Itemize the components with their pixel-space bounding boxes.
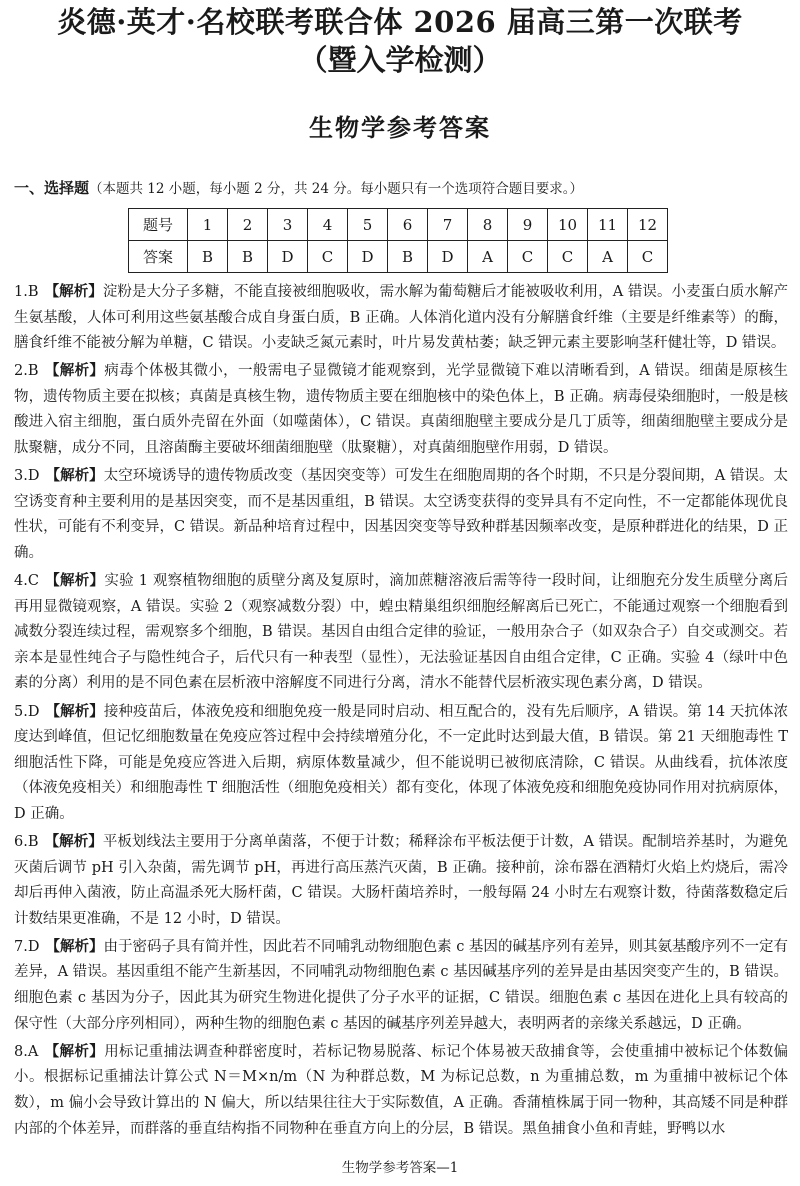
explanation-text: 平板划线法主要用于分离单菌落，不便于计数；稀释涂布平板法便于计数，A 错误。配制培养基时，为避免灭菌后调节 pH 引入杂菌，需先调节 pH，再进行高压蒸汽灭菌，B 正确。接种前，涂布器在酒精灯火焰上灼烧后，需冷却后再伸入菌液，防止高温杀死大肠杆菌，C 错误。大肠杆菌培养时，一般每隔 24 小时左右观察计数，待菌落数稳定后计数结果更准确，不是 12 小时，D 错误。 [14, 833, 789, 927]
question-answer-id: 3.D [14, 468, 40, 485]
section-heading-choice [14, 178, 583, 199]
question-number: 5 [348, 209, 388, 241]
page-footer: 生物学参考答案—1 [341, 1160, 459, 1176]
answer-letter: C [548, 241, 588, 273]
question-number: 3 [268, 209, 308, 241]
analysis-tag: 【解析】 [45, 938, 104, 955]
explanation-text: 淀粉是大分子多糖，不能直接被细胞吸收，需水解为葡萄糖后才能被吸收利用，A 错误。小麦蛋白质水解产生氨基酸，人体可利用这些氨基酸合成自身蛋白质，B 正确。人体消化道内没有分解膳食纤维（主要是纤维素等）的酶，膳食纤维不能被分解为单糖，C 错误。小麦缺乏氮元素时，叶片易发黄枯萎；缺乏钾元素主要影响茎秆健壮等，D 错误。 [14, 284, 789, 352]
question-number: 8 [468, 209, 508, 241]
analysis-tag: 【解析】 [44, 363, 105, 380]
section-name: 一、选择题 [14, 179, 90, 197]
analysis-tag: 【解析】 [44, 833, 103, 850]
answer-letter: C [308, 241, 348, 273]
analysis-tag: 【解析】 [45, 703, 104, 720]
subject-title: 生物学参考答案 [309, 114, 491, 142]
exam-title: 炎德·英才·名校联考联合体 2026 届高三第一次联考 [57, 5, 743, 39]
explanations-list [14, 280, 788, 1145]
explanation-item [14, 280, 788, 357]
explanation-text: 由于密码子具有简并性，因此若不同哺乳动物细胞色素 c 基因的碱基序列有差异，则其氨基酸序列不一定有差异，A 错误。基因重组不能产生新基因，不同哺乳动物细胞色素 c 基因碱基序列的差异是由基因突变产生的，B 错误。细胞色素 c 基因为分子，因此其为研究生物进化提供了分子水平的证据，C 错误。细胞色素 c 基因在进化上具有较高的保守性（大部分序列相同），两种生物的细胞色素 c 基因的碱基序列差异越大，表明两者的亲缘关系越远，D 正确。 [14, 938, 789, 1032]
answer-table [128, 208, 668, 273]
explanation-item [14, 935, 788, 1037]
question-answer-id: 2.B [14, 363, 39, 380]
explanation-text: 病毒个体极其微小，一般需电子显微镜才能观察到，光学显微镜下难以清晰看到，A 错误。细菌是原核生物，遗传物质主要在拟核；真菌是真核生物，遗传物质主要在细胞核中的染色体上，B 正确。病毒侵染细胞时，一般是核酸进入宿主细胞，蛋白质外壳留在外面（如噬菌体），C 错误。真菌细胞壁主要成分是几丁质等，细菌细胞壁主要成分是肽聚糖，成分不同，且溶菌酶主要破坏细菌细胞壁（肽聚糖），对真菌细胞壁作用弱，D 错误。 [14, 363, 789, 457]
answer-table-row-answers [129, 241, 668, 273]
question-number: 7 [428, 209, 468, 241]
answer-letter: C [628, 241, 668, 273]
answer-letter: B [188, 241, 228, 273]
question-number: 6 [388, 209, 428, 241]
answer-letter: D [268, 241, 308, 273]
explanation-item [14, 830, 788, 932]
answer-letter: B [228, 241, 268, 273]
question-number: 12 [628, 209, 668, 241]
analysis-tag: 【解析】 [44, 284, 103, 300]
analysis-tag: 【解析】 [44, 573, 105, 590]
explanation-item [14, 700, 788, 828]
question-answer-id: 8.A [14, 1043, 39, 1060]
question-number: 2 [228, 209, 268, 241]
explanation-text: 用标记重捕法调查种群密度时，若标记物易脱落、标记个体易被天敌捕食等，会使重捕中被标记个体数偏小。根据标记重捕法计算公式 N＝M×n/m（N 为种群总数，M 为标记总数，n 为重捕总数，m 为重捕中被标记个体数），m 偏小会导致计算出的 N 偏大，所以结果往往大于实际数值，A 正确。香蒲植株属于同一物种，其高矮不同是种群内部的个体差异，而群落的垂直结构指不同物种在垂直方向上的分层，B 错误。黑鱼捕食小鱼和青蛙，野鸭以水 [14, 1043, 789, 1137]
question-number: 10 [548, 209, 588, 241]
question-answer-id: 6.B [14, 833, 39, 850]
question-answer-id: 7.D [14, 938, 40, 955]
explanation-text: 实验 1 观察植物细胞的质壁分离及复原时，滴加蔗糖溶液后需等待一段时间，让细胞充分发生质壁分离后再用显微镜观察，A 错误。实验 2（观察减数分裂）中，蝗虫精巢组织细胞经解离后已死亡，不能通过观察一个细胞看到减数分裂连续过程，需观察多个细胞，B 错误。基因自由组合定律的验证，一般用杂合子（如双杂合子）自交或测交。若亲本是显性纯合子与隐性纯合子，后代只有一种表型（显性），无法验证基因自由组合定律，C 正确。实验 4（绿叶中色素的分离）利用的是不同色素在层析液中溶解度不同进行分离，清水不能替代层析液实现色素分离，D 错误。 [14, 573, 788, 692]
answer-letter: D [428, 241, 468, 273]
explanation-text: 接种疫苗后，体液免疫和细胞免疫一般是同时启动、相互配合的，没有先后顺序，A 错误。第 14 天抗体浓度达到峰值，但记忆细胞数量在免疫应答过程中会持续增殖分化，不一定此时达到最大值，B 错误。第 21 天细胞毒性 T 细胞活性下降，可能是免疫应答进入后期，病原体数量减少，但不能说明已被彻底清除，C 错误。从曲线看，抗体浓度（体液免疫相关）和细胞毒性 T 细胞活性（细胞免疫相关）都有变化，体现了体液免疫和细胞免疫协同作用对抗病原体，D 正确。 [14, 703, 788, 822]
explanation-item [14, 359, 788, 461]
question-number: 11 [588, 209, 628, 241]
question-number: 4 [308, 209, 348, 241]
answer-letter: D [348, 241, 388, 273]
answer-letter: A [468, 241, 508, 273]
explanation-item [14, 1040, 788, 1142]
explanation-item [14, 464, 788, 566]
row-label-answer: 答案 [129, 241, 188, 273]
row-label-question: 题号 [129, 209, 188, 241]
question-answer-id: 4.C [14, 573, 39, 590]
analysis-tag: 【解析】 [44, 1043, 105, 1060]
section-note: （本题共 12 小题，每小题 2 分，共 24 分。每小题只有一个选项符合题目要求。） [89, 181, 583, 197]
analysis-tag: 【解析】 [45, 468, 104, 485]
explanation-item [14, 569, 788, 697]
question-number: 1 [188, 209, 228, 241]
question-answer-id: 5.D [14, 703, 40, 720]
question-number: 9 [508, 209, 548, 241]
exam-subtitle: （暨入学检测） [298, 43, 502, 77]
explanation-text: 太空环境诱导的遗传物质改变（基因突变等）可发生在细胞周期的各个时期，不只是分裂间期，A 错误。太空诱变育种主要利用的是基因突变，而不是基因重组，B 错误。太空诱变获得的变异具有不定向性，不一定都能体现优良性状，可能有不利变异，C 错误。新品种培育过程中，因基因突变等导致种群基因频率改变，是原种群进化的结果，D 正确。 [14, 468, 789, 561]
answer-letter: A [588, 241, 628, 273]
answer-letter: C [508, 241, 548, 273]
question-answer-id: 1.B [14, 284, 39, 300]
answer-table-row-numbers [129, 209, 668, 241]
answer-letter: B [388, 241, 428, 273]
